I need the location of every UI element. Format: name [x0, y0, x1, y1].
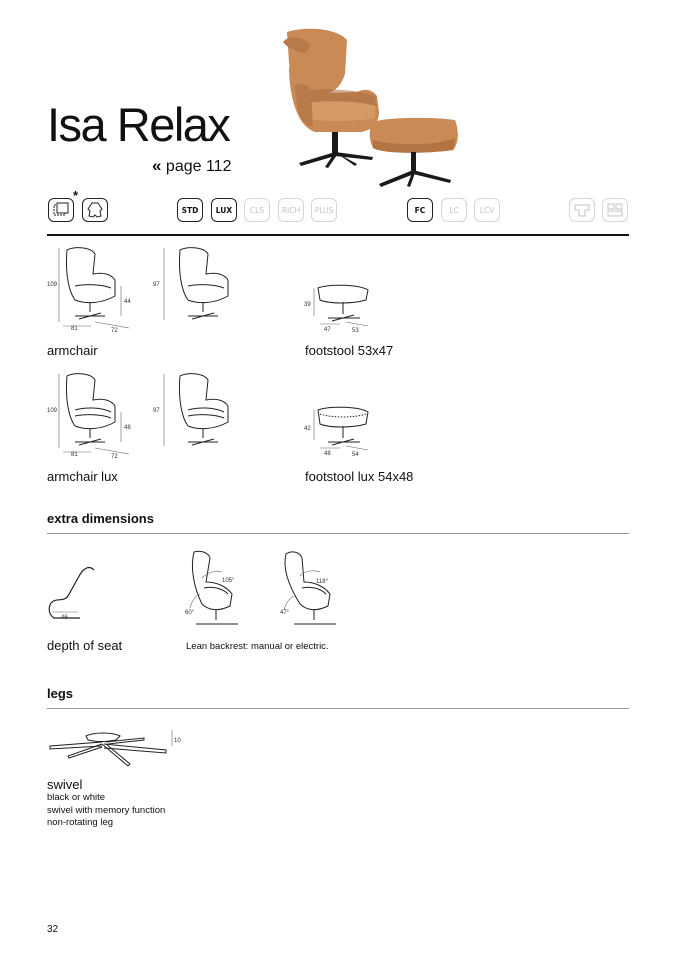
- leg-height-label: 10: [174, 738, 181, 744]
- seat-depth-drawing: [44, 562, 102, 628]
- legs-heading: legs: [47, 686, 74, 701]
- badge-lc: LC: [441, 198, 467, 222]
- badge-fc: FC: [407, 198, 433, 222]
- armchair-base: [299, 130, 373, 168]
- upright-seat-angle-label: 60°: [185, 610, 195, 616]
- caption-footstool-lux: footstool lux 54x48: [305, 469, 414, 484]
- double-chevron-left-icon: «: [152, 156, 162, 175]
- caption-armchair: armchair: [47, 343, 98, 358]
- armchair-seat-height-label: 44: [124, 299, 131, 305]
- page-reference-label: page 112: [165, 158, 232, 175]
- page-title: Isa Relax: [47, 98, 230, 151]
- leg-note-memory: swivel with memory function: [47, 804, 166, 816]
- combination-icon: [602, 198, 628, 222]
- armchair-lux-reclined-drawing: [152, 370, 244, 452]
- lean-backrest-caption: Lean backrest: manual or electric.: [186, 641, 329, 652]
- caption-armchair-lux: armchair lux: [47, 469, 118, 484]
- extra-dimensions-heading: extra dimensions: [47, 511, 154, 526]
- armchair-reclined-height-label: 97: [153, 282, 160, 288]
- footstool-drawing: [302, 280, 382, 336]
- badge-lcv: LCV: [474, 198, 500, 222]
- upright-back-angle-label: 105°: [222, 578, 235, 584]
- badge-plus: PLUS: [311, 198, 337, 222]
- armchair-lux-width-label: 81: [71, 452, 78, 458]
- badge-rich: RICH: [278, 198, 304, 222]
- backrest-reclined-drawing: [278, 548, 344, 630]
- product-photo: [275, 26, 465, 191]
- badge-lux: LUX: [211, 198, 237, 222]
- asterisk-mark: *: [73, 188, 79, 203]
- seat-depth-label: 46: [61, 615, 68, 621]
- fabric-swatch-icon: [48, 198, 74, 222]
- backrest-upright-drawing: [182, 548, 248, 630]
- armchair-depth-label: 72: [111, 328, 118, 334]
- footstool-lux-width-label: 54: [352, 452, 359, 458]
- extra-dimensions-divider: [47, 533, 629, 534]
- armchair-reclined-drawing: [152, 244, 244, 326]
- single-element-icon: [569, 198, 595, 222]
- armchair-lux-seat-height-label: 48: [124, 425, 131, 431]
- reclined-back-angle-label: 118°: [316, 579, 328, 585]
- page-reference-link[interactable]: [152, 156, 231, 176]
- legs-divider: [47, 708, 629, 709]
- armchair-lux-front-drawing: [45, 370, 137, 460]
- armchair-lux-reclined-height-label: 97: [153, 408, 160, 414]
- badge-std: STD: [177, 198, 203, 222]
- armchair-front-drawing: [45, 244, 137, 334]
- caption-depth-of-seat: depth of seat: [47, 638, 123, 653]
- badge-cls: CLS: [244, 198, 270, 222]
- leg-name: swivel: [47, 777, 83, 792]
- footstool-lux-drawing: [302, 402, 382, 462]
- footstool-lux-height-label: 42: [304, 426, 311, 432]
- armchair-lux-depth-label: 72: [111, 454, 118, 460]
- armchair-width-label: 81: [71, 326, 78, 332]
- armchair-lux-height-label: 109: [47, 408, 58, 414]
- reclined-seat-angle-label: 47°: [280, 610, 290, 616]
- leg-note-color: black or white: [47, 792, 106, 803]
- leather-hide-icon: [82, 198, 108, 222]
- footstool-width-label: 53: [352, 328, 359, 334]
- armchair-shell: [283, 29, 379, 132]
- page-number: 32: [47, 924, 59, 935]
- swivel-leg-drawing: [46, 726, 186, 772]
- armchair-height-label: 109: [47, 282, 58, 288]
- footstool-depth-label: 47: [324, 327, 331, 333]
- footstool-height-label: 39: [304, 302, 311, 308]
- footstool-photo: [370, 118, 458, 187]
- footstool-lux-depth-label: 48: [324, 451, 331, 457]
- leg-note-non-rotating: non-rotating leg: [47, 817, 114, 828]
- leg-notes: [47, 792, 165, 830]
- header-divider: [47, 234, 629, 236]
- caption-footstool: footstool 53x47: [305, 343, 394, 358]
